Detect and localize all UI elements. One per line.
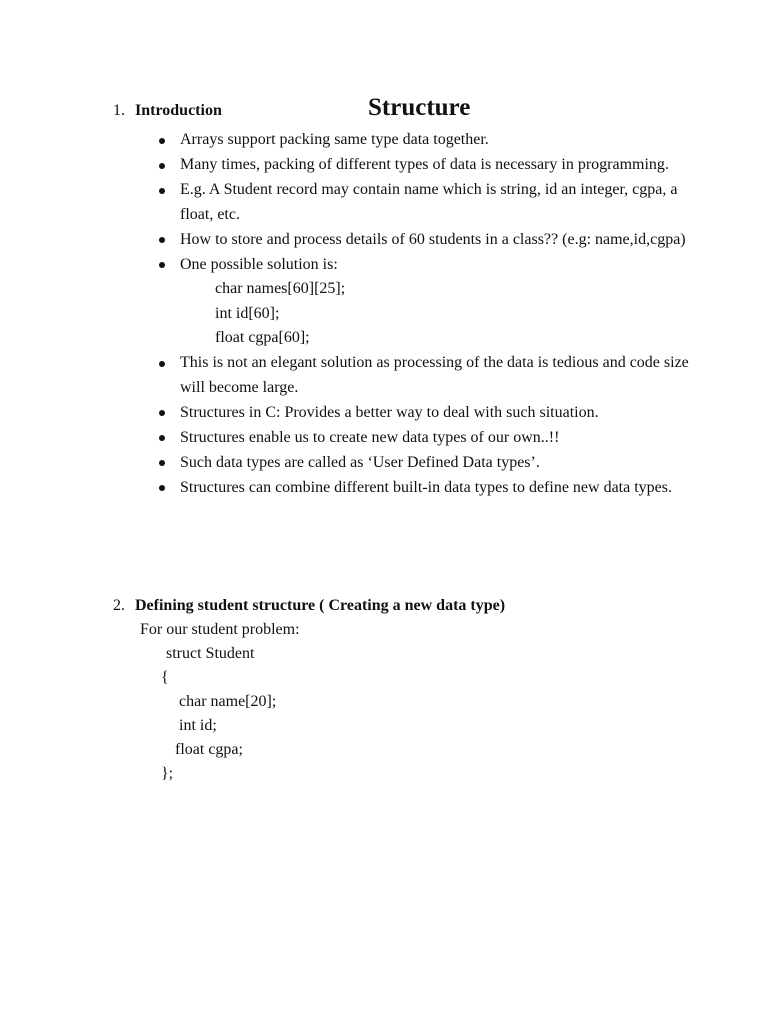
code-line: { xyxy=(161,669,169,686)
list-item xyxy=(156,426,696,451)
code-line: struct Student xyxy=(166,645,255,662)
bullet-icon xyxy=(159,435,165,441)
bullet-icon xyxy=(159,485,165,491)
list-item xyxy=(156,351,696,400)
list-item xyxy=(156,401,696,426)
code-line: float cgpa[60]; xyxy=(215,329,310,346)
list-item xyxy=(156,178,696,227)
bullet-text: How to store and process details of 60 students in a class?? (e.g: name,id,cgpa) xyxy=(180,230,686,248)
list-item xyxy=(156,476,696,501)
code-line: char name[20]; xyxy=(179,693,277,710)
bullet-text: This is not an elegant solution as processing of the data is tedious and code size will become large. xyxy=(180,354,689,396)
example-intro: For our student problem: xyxy=(140,621,300,638)
section-title: Defining student structure ( Creating a new data type) xyxy=(135,597,506,614)
bullet-icon xyxy=(159,460,165,466)
introduction-bullet-list xyxy=(156,128,696,501)
bullet-text: E.g. A Student record may contain name which is string, id an integer, cgpa, a float, etc. xyxy=(180,181,678,223)
bullet-icon xyxy=(159,410,165,416)
code-line: int id[60]; xyxy=(215,304,280,322)
bullet-text: Structures can combine different built-in data types to define new data types. xyxy=(180,478,672,496)
list-item xyxy=(156,451,696,476)
bullet-text: Such data types are called as ‘User Defined Data types’. xyxy=(180,453,540,471)
list-item xyxy=(156,153,696,178)
section-number: 2. xyxy=(113,597,125,614)
section-heading-introduction xyxy=(113,100,222,122)
list-item xyxy=(156,228,696,253)
bullet-text: Structures in C: Provides a better way to deal with such situation. xyxy=(180,403,599,421)
section-heading-defining-structure xyxy=(113,595,505,617)
bullet-text: Structures enable us to create new data types of our own..!! xyxy=(180,428,560,446)
bullet-text: One possible solution is: xyxy=(180,255,338,273)
bullet-icon xyxy=(159,361,165,367)
list-item xyxy=(156,128,696,153)
bullet-icon xyxy=(159,262,165,268)
bullet-icon xyxy=(159,237,165,243)
page-title: Structure xyxy=(368,94,471,121)
student-struct-example xyxy=(140,618,540,786)
bullet-icon xyxy=(159,163,165,169)
bullet-text: Many times, packing of different types of data is necessary in programming. xyxy=(180,156,669,173)
bullet-icon xyxy=(159,138,165,144)
section-title: Introduction xyxy=(135,102,222,119)
bullet-icon xyxy=(159,188,165,194)
list-item xyxy=(156,253,696,351)
bullet-text: Arrays support packing same type data together. xyxy=(180,131,489,148)
code-line: float cgpa; xyxy=(175,741,243,758)
code-line: }; xyxy=(161,765,174,782)
code-line: int id; xyxy=(179,717,217,734)
section-number: 1. xyxy=(113,102,125,119)
code-line: char names[60][25]; xyxy=(215,280,346,297)
